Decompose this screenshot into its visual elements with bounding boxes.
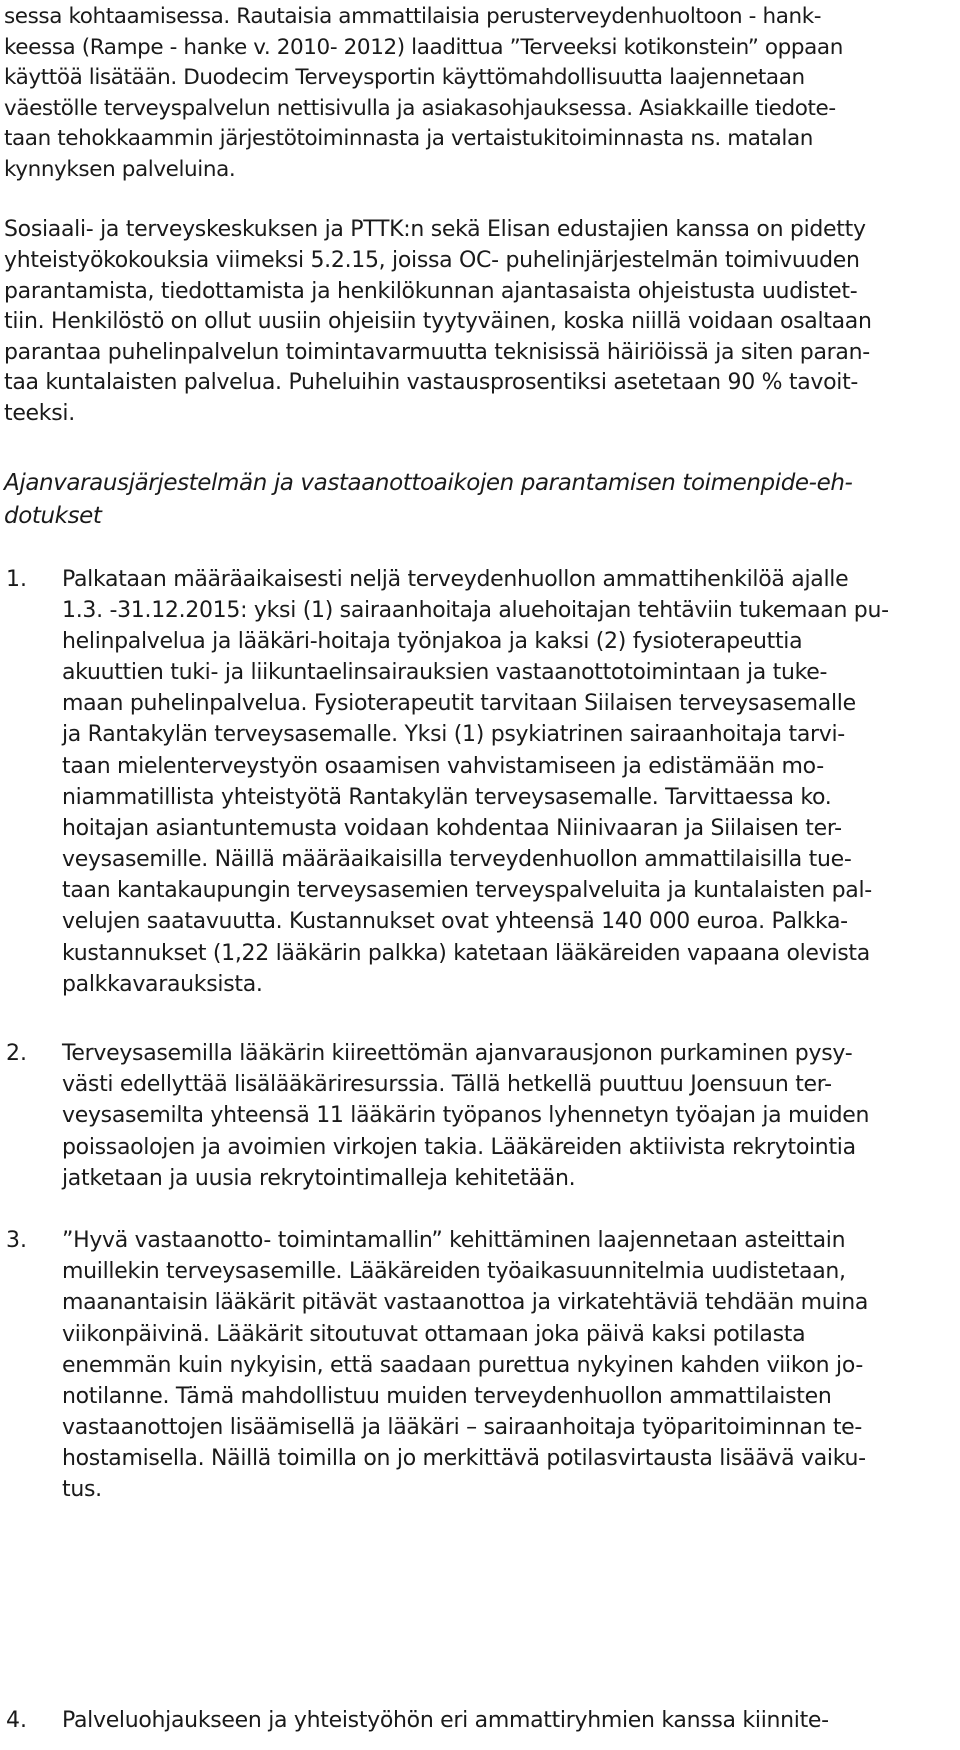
list-item-number: 1. bbox=[6, 567, 27, 592]
text-line: jatketaan ja uusia rekrytointimalleja kehitetään. bbox=[62, 1166, 576, 1191]
text-line: enemmän kuin nykyisin, että saadaan purettua nykyinen kahden viikon jo- bbox=[62, 1353, 864, 1378]
heading-line: dotukset bbox=[4, 503, 102, 529]
list-item-number: 4. bbox=[6, 1708, 27, 1733]
text-line: parantamista, tiedottamista ja henkilökunnan ajantasaista ohjeistusta uudistet- bbox=[4, 279, 858, 304]
text-line: niammatillista yhteistyötä Rantakylän terveysasemalle. Tarvittaessa ko. bbox=[62, 785, 832, 810]
text-line: taan mielenterveystyön osaamisen vahvistamiseen ja edistämään mo- bbox=[62, 754, 824, 779]
text-line: tus. bbox=[62, 1477, 102, 1502]
text-line: Sosiaali- ja terveyskeskuksen ja PTTK:n sekä Elisan edustajien kanssa on pidetty bbox=[4, 217, 866, 242]
text-line: Palveluohjaukseen ja yhteistyöhön eri ammattiryhmien kanssa kiinnite- bbox=[62, 1708, 829, 1733]
text-line: yhteistyökokouksia viimeksi 5.2.15, joissa OC- puhelinjärjestelmän toimivuuden bbox=[4, 248, 860, 273]
heading-line: Ajanvarausjärjestelmän ja vastaanottoaikojen parantamisen toimenpide-eh- bbox=[4, 470, 853, 496]
text-line: notilanne. Tämä mahdollistuu muiden terveydenhuollon ammattilaisten bbox=[62, 1384, 832, 1409]
text-line: keessa (Rampe - hanke v. 2010- 2012) laadittua ”Terveeksi kotikonstein” oppaan bbox=[4, 35, 843, 60]
text-line: viikonpäivinä. Lääkärit sitoutuvat ottamaan joka päivä kaksi potilasta bbox=[62, 1322, 806, 1347]
text-line: väestölle terveyspalvelun nettisivulla ja asiakasohjauksessa. Asiakkaille tiedote- bbox=[4, 96, 836, 121]
text-line: Terveysasemilla lääkärin kiireettömän ajanvarausjonon purkaminen pysy- bbox=[62, 1041, 853, 1066]
text-line: velujen saatavuutta. Kustannukset ovat yhteensä 140 000 euroa. Palkka- bbox=[62, 909, 848, 934]
text-line: hostamisella. Näillä toimilla on jo merkittävä potilasvirtausta lisäävä vaiku- bbox=[62, 1446, 866, 1471]
text-line: palkkavarauksista. bbox=[62, 972, 263, 997]
list-item-number: 3. bbox=[6, 1228, 27, 1253]
text-line: sessa kohtaamisessa. Rautaisia ammattilaisia perusterveydenhuoltoon - hank- bbox=[4, 4, 822, 29]
text-line: teeksi. bbox=[4, 401, 75, 426]
text-line: akuuttien tuki- ja liikuntaelinsairauksien vastaanottotoimintaan ja tuke- bbox=[62, 660, 828, 685]
text-line: parantaa puhelinpalvelun toimintavarmuutta teknisissä häiriöissä ja siten paran- bbox=[4, 340, 870, 365]
text-line: veysasemille. Näillä määräaikaisilla terveydenhuollon ammattilaisilla tue- bbox=[62, 847, 852, 872]
text-line: taan kantakaupungin terveysasemien terveyspalveluita ja kuntalaisten pal- bbox=[62, 878, 872, 903]
text-line: helinpalvelua ja lääkäri-hoitaja työnjakoa ja kaksi (2) fysioterapeuttia bbox=[62, 629, 803, 654]
text-line: muillekin terveysasemille. Lääkäreiden työaikasuunnitelmia uudistetaan, bbox=[62, 1259, 846, 1284]
text-line: poissaolojen ja avoimien virkojen takia. Lääkäreiden aktiivista rekrytointia bbox=[62, 1135, 856, 1160]
text-line: 1.3. -31.12.2015: yksi (1) sairaanhoitaja aluehoitajan tehtäviin tukemaan pu- bbox=[62, 598, 889, 623]
text-line: maan puhelinpalvelua. Fysioterapeutit tarvitaan Siilaisen terveysasemalle bbox=[62, 691, 856, 716]
text-line: kustannukset (1,22 lääkärin palkka) katetaan lääkäreiden vapaana olevista bbox=[62, 941, 870, 966]
text-line: taa kuntalaisten palvelua. Puheluihin vastausprosentiksi asetetaan 90 % tavoit- bbox=[4, 370, 859, 395]
text-line: ”Hyvä vastaanotto- toimintamallin” kehittäminen laajennetaan asteittain bbox=[62, 1228, 846, 1253]
text-line: tiin. Henkilöstö on ollut uusiin ohjeisiin tyytyväinen, koska niillä voidaan osaltaan bbox=[4, 309, 872, 334]
text-line: käyttöä lisätään. Duodecim Terveysportin käyttömahdollisuutta laajennetaan bbox=[4, 65, 805, 90]
text-line: kynnyksen palveluina. bbox=[4, 157, 236, 182]
text-line: vastaanottojen lisäämisellä ja lääkäri – sairaanhoitaja työparitoiminnan te- bbox=[62, 1415, 863, 1440]
text-line: ja Rantakylän terveysasemalle. Yksi (1) psykiatrinen sairaanhoitaja tarvi- bbox=[62, 722, 845, 747]
text-line: västi edellyttää lisälääkäriresurssia. Tällä hetkellä puuttuu Joensuun ter- bbox=[62, 1072, 832, 1097]
text-line: maanantaisin lääkärit pitävät vastaanottoa ja virkatehtäviä tehdään muina bbox=[62, 1290, 869, 1315]
text-line: taan tehokkaammin järjestötoiminnasta ja vertaistukitoiminnasta ns. matalan bbox=[4, 126, 813, 151]
text-line: hoitajan asiantuntemusta voidaan kohdentaa Niinivaaran ja Siilaisen ter- bbox=[62, 816, 842, 841]
text-line: veysasemilta yhteensä 11 lääkärin työpanos lyhennetyn työajan ja muiden bbox=[62, 1103, 870, 1128]
text-line: Palkataan määräaikaisesti neljä terveydenhuollon ammattihenkilöä ajalle bbox=[62, 567, 849, 592]
list-item-number: 2. bbox=[6, 1041, 27, 1066]
